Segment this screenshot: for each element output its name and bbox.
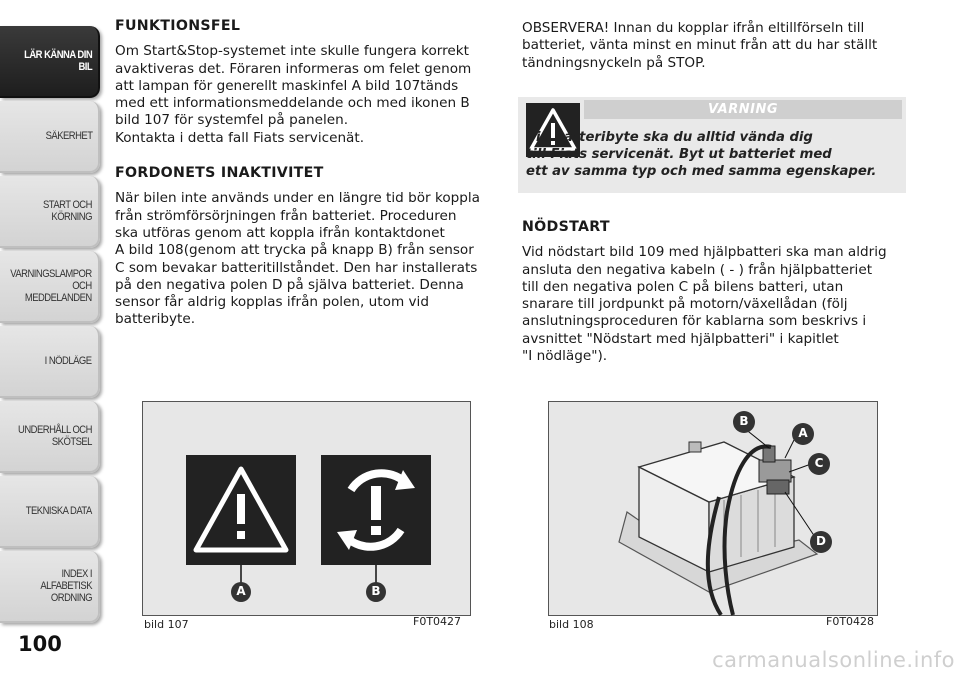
callout-a: A xyxy=(236,584,246,598)
paragraph-nodstart: Vid nödstart bild 109 med hjälpbatteri ska man aldrig ansluta den negativa kabeln ( - ) från hjälpbatteriet till den negativa polen C på bilens batteri, utan snarare till jordpunkt på motorn/växellådan (följ anslutningsproceduren för kablarna som beskrivs i avsnittet "Nödstart med hjälpbatteri" i kapitlet "I nödläge"). xyxy=(522,244,887,365)
heading-fordonets-inaktivitet: FORDONETS INAKTIVITET xyxy=(115,165,324,182)
paragraph-observera: OBSERVERA! Innan du kopplar ifrån eltillförseln till batteriet, vänta minst en minut från att du har ställt tändningsnyckeln på STOP. xyxy=(522,20,878,71)
warning-title: VARNING xyxy=(584,100,902,119)
callout-d: D xyxy=(816,534,826,548)
heading-nodstart: NÖDSTART xyxy=(522,219,610,235)
left-column xyxy=(115,18,500,329)
page-number: 100 xyxy=(18,632,62,656)
tab-label: I NÖDLÄGE xyxy=(45,355,92,367)
tab-label: LÄR KÄNNA DIN BIL xyxy=(23,49,92,73)
callout-b: B xyxy=(371,584,381,598)
warning-box xyxy=(518,97,906,193)
tab-lar-kanna-din-bil[interactable] xyxy=(0,26,100,98)
watermark: carmanualsonline.info xyxy=(712,648,955,672)
tab-label: SÄKERHET xyxy=(45,130,92,142)
figure-107-caption: bild 107 xyxy=(144,618,189,631)
figure-107 xyxy=(142,401,471,616)
figure-108-caption: bild 108 xyxy=(549,618,594,631)
tab-label: UNDERHÅLL OCH SKÖTSEL xyxy=(18,424,92,448)
right-column xyxy=(522,20,907,72)
figure-107-code: F0T0427 xyxy=(413,615,462,628)
heading-funktionsfel: FUNKTIONSFEL xyxy=(115,18,241,34)
figure-107-illustration xyxy=(143,402,472,617)
tab-i-nodlage[interactable] xyxy=(0,326,100,398)
nodstart-section xyxy=(522,219,907,365)
tab-label: START OCH KÖRNING xyxy=(43,199,92,223)
tab-tekniska-data[interactable] xyxy=(0,476,100,548)
tab-sakerhet[interactable] xyxy=(0,101,100,173)
callout-a: A xyxy=(798,426,808,440)
tab-start-och-korning[interactable] xyxy=(0,176,100,248)
tab-label: TEKNISKA DATA xyxy=(25,505,92,517)
tab-varningslampor[interactable] xyxy=(0,251,100,323)
callout-b: B xyxy=(739,414,749,428)
callout-c: C xyxy=(814,456,824,470)
warning-text: Vid batteribyte ska du alltid vända dig till Fiats servicenät. Byt ut batteriet med ett av samma typ och med samma egenskaper. xyxy=(526,130,877,179)
tab-label: INDEX I ALFABETISK ORDNING xyxy=(40,568,92,604)
tab-index[interactable] xyxy=(0,551,100,623)
paragraph-fordonets-inaktivitet: När bilen inte används under en längre tid bör koppla från strömförsörjningen från batteriet. Proceduren ska utföras genom att koppla ifrån kontaktdonet A bild 108(genom att trycka på knapp B) från sensor C som bevakar batteritillståndet. Den har installerats på den negativa polen D på själva batteriet. Denna sensor får aldrig kopplas ifrån polen, utom vid batteribyte. xyxy=(115,190,481,328)
figure-108-code: F0T0428 xyxy=(826,615,875,628)
tab-underhall-och-skotsel[interactable] xyxy=(0,401,100,473)
paragraph-funktionsfel: Om Start&Stop-systemet inte skulle fungera korrekt avaktiveras det. Föraren informeras om felet genom att lampan för generellt maskinfel A bild 107tänds med ett informationsmeddelande och med ikonen B bild 107 för systemfel på panelen. Kontakta i detta fall Fiats servicenät. xyxy=(115,43,472,146)
tab-label: VARNINGSLAMPOR OCH MEDDELANDEN xyxy=(10,268,92,304)
figure-108 xyxy=(548,401,878,616)
figure-108-battery-illustration xyxy=(549,402,879,617)
